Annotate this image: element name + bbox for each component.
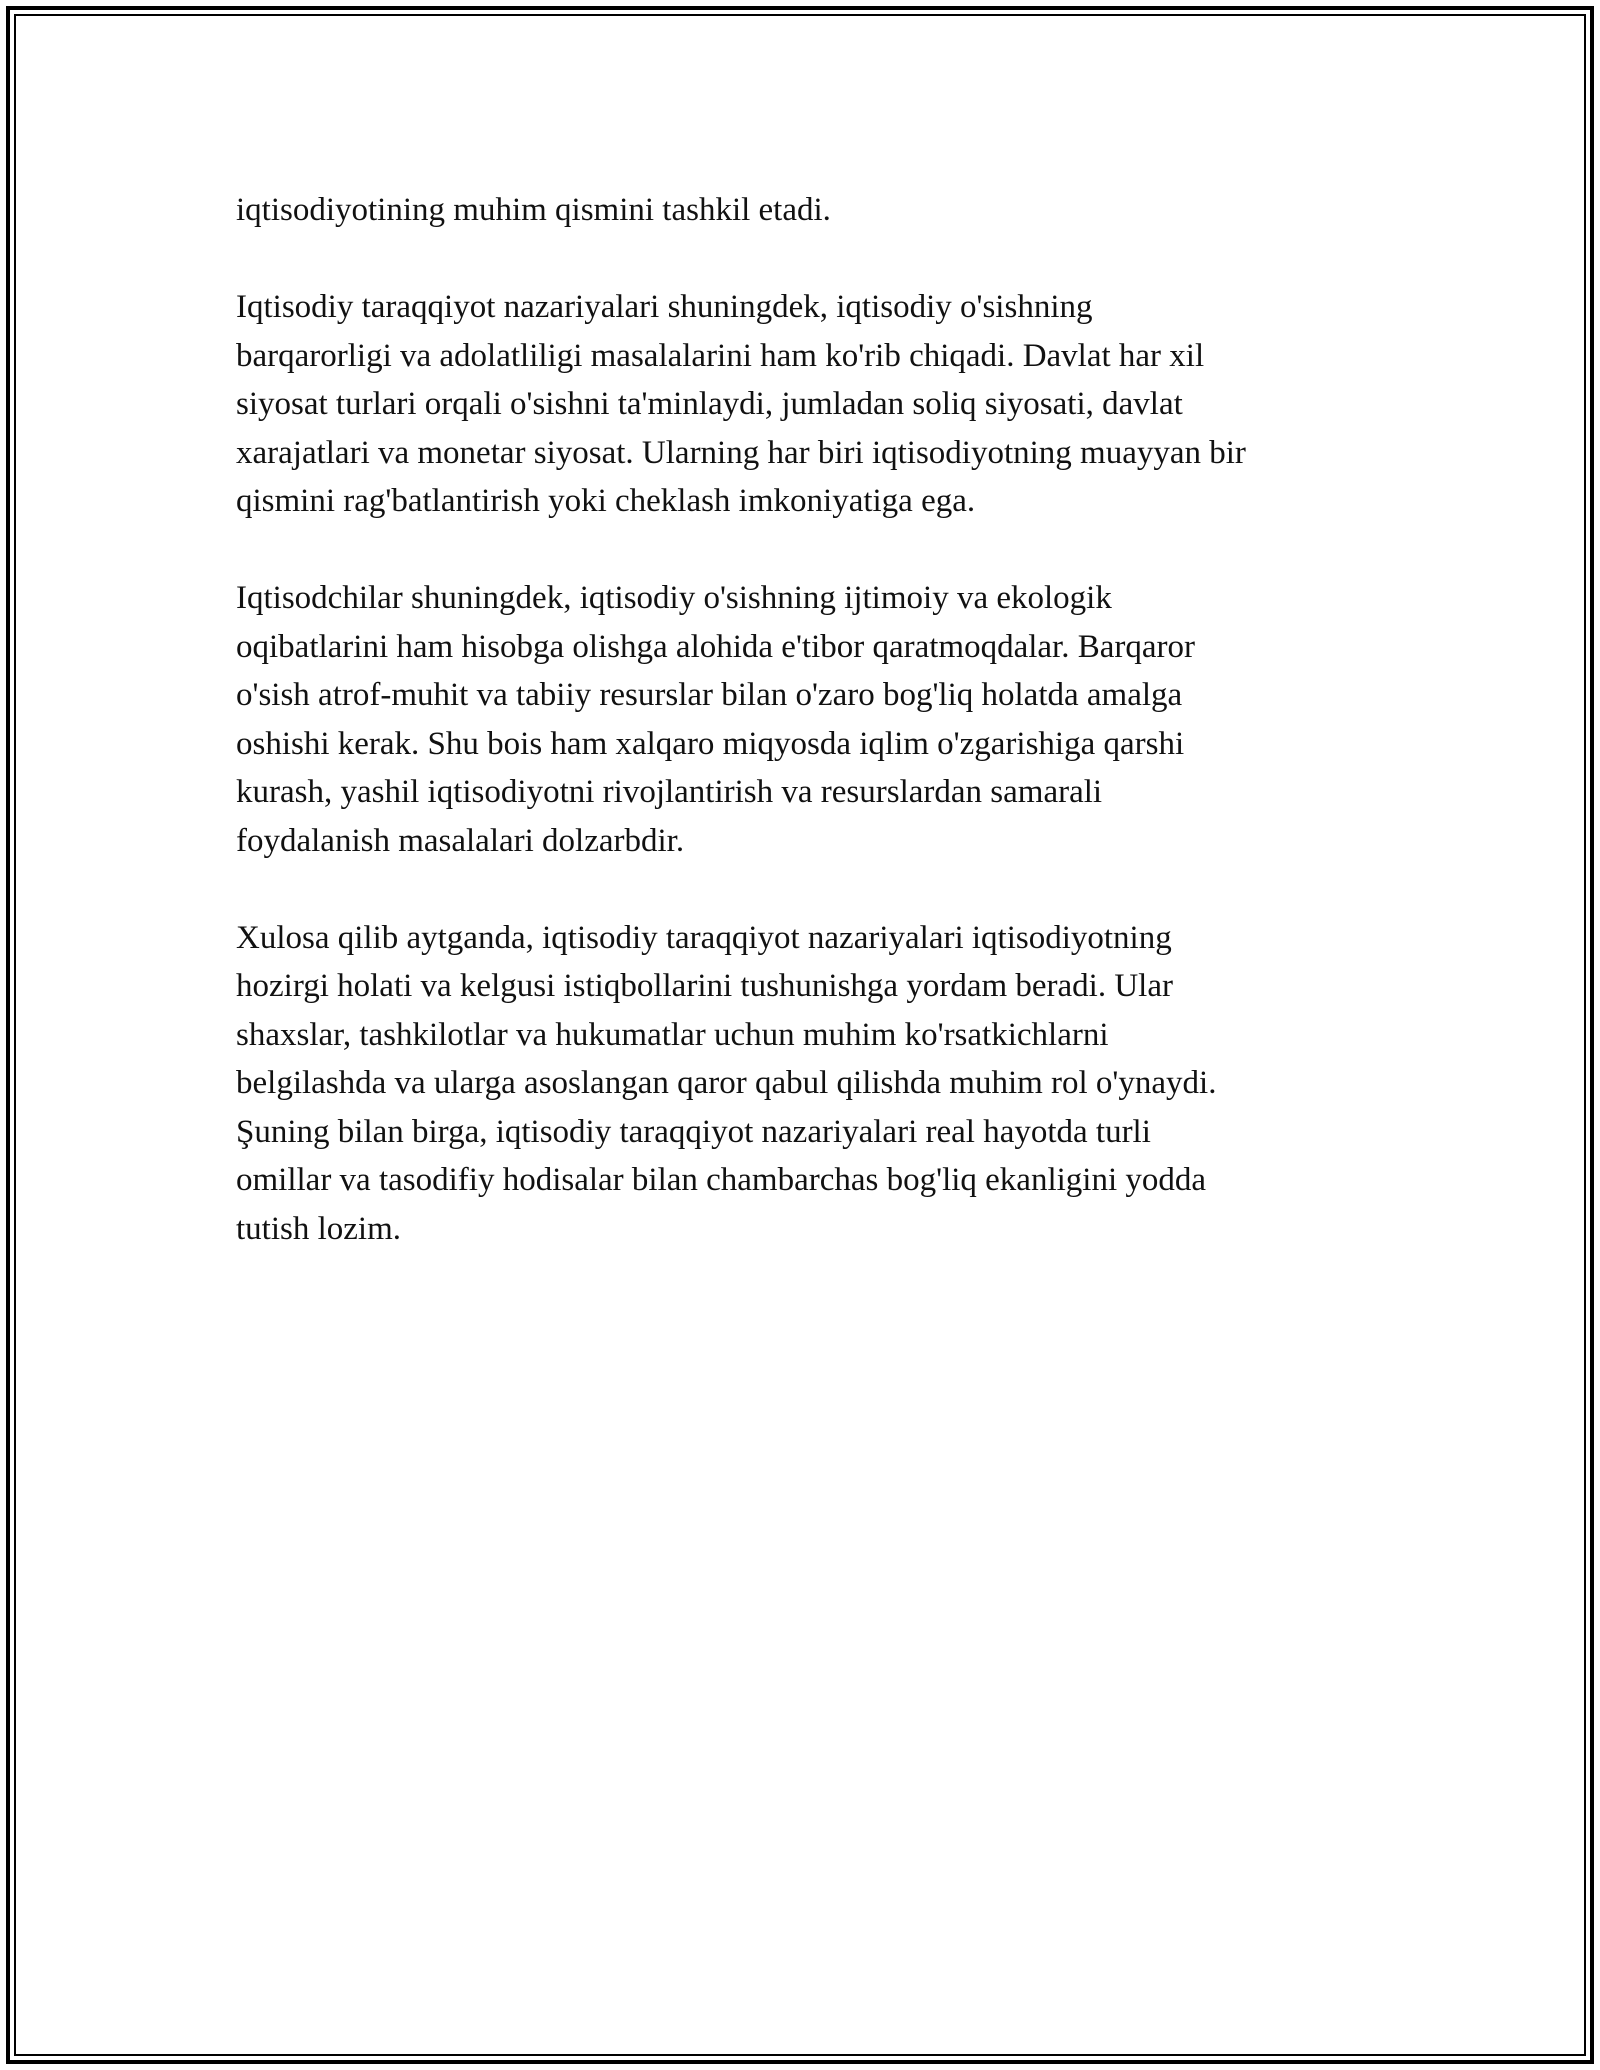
text-line: Iqtisodchilar shuningdek, iqtisodiy o'sishning ijtimoiy va ekologik <box>236 580 1112 616</box>
text-line: Şuning bilan birga, iqtisodiy taraqqiyot nazariyalari real hayotda turli <box>236 1113 1151 1150</box>
text-line: siyosat turlari orqali o'sishni ta'minlaydi, jumladan soliq siyosati, davlat <box>236 386 1183 422</box>
text-line: foydalanish masalalari dolzarbdir. <box>236 822 685 859</box>
text-line: qismini rag'batlantirish yoki cheklash imkoniyatiga ega. <box>236 483 976 519</box>
text-line: shaxslar, tashkilotlar va hukumatlar uchun muhim ko'rsatkichlarni <box>236 1016 1109 1053</box>
paragraph-2 <box>236 283 1376 526</box>
text-line: xarajatlari va monetar siyosat. Ularning har biri iqtisodiyotning muayyan bir <box>236 434 1246 471</box>
text-line: kurash, yashil iqtisodiyotni rivojlantirish va resurslardan samarali <box>236 774 1103 810</box>
text-line: omillar va tasodifiy hodisalar bilan chambarchas bog'liq ekanligini yodda <box>236 1162 1207 1198</box>
text-line: oqibatlarini ham hisobga olishga alohida e'tibor qaratmoqdalar. Barqaror <box>236 628 1195 665</box>
text-line: o'sish atrof-muhit va tabiiy resurslar bilan o'zaro bog'liq holatda amalga <box>236 677 1183 713</box>
text-line: belgilashda va ularga asoslangan qaror qabul qilishda muhim rol o'ynaydi. <box>236 1065 1217 1101</box>
paragraph-4 <box>236 914 1376 1254</box>
document-body <box>236 186 1376 1302</box>
text-line: Iqtisodiy taraqqiyot nazariyalari shuningdek, iqtisodiy o'sishning <box>236 289 1093 325</box>
text-line: tutish lozim. <box>236 1210 401 1247</box>
text-line: Xulosa qilib aytganda, iqtisodiy taraqqiyot nazariyalari iqtisodiyotning <box>236 919 1172 956</box>
text-line: barqarorligi va adolatliligi masalalarini ham ko'rib chiqadi. Davlat har xil <box>236 337 1205 374</box>
paragraph-1 <box>236 186 1376 235</box>
text-line: hozirgi holati va kelgusi istiqbollarini tushunishga yordam beradi. Ular <box>236 968 1173 1004</box>
paragraph-3 <box>236 574 1376 865</box>
text-line: iqtisodiyotining muhim qismini tashkil etadi. <box>236 192 831 228</box>
text-line: oshishi kerak. Shu bois ham xalqaro miqyosda iqlim o'zgarishiga qarshi <box>236 725 1185 762</box>
